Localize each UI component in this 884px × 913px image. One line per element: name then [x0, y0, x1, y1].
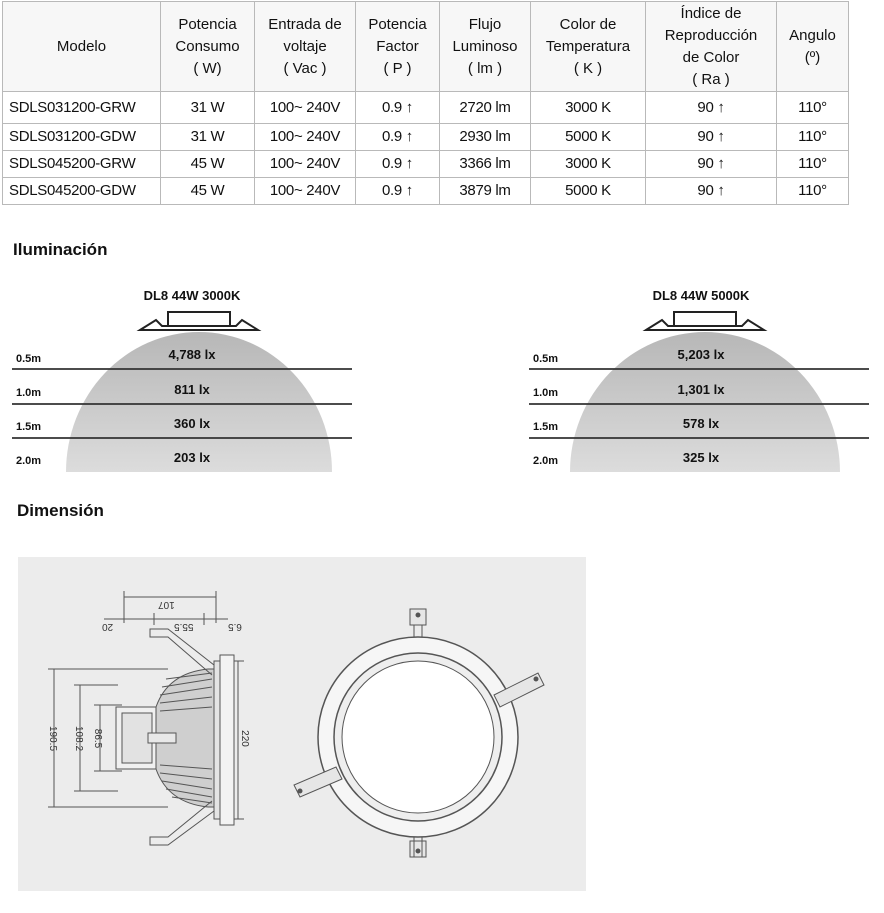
cell-power: 31 W	[161, 92, 255, 124]
cell-power: 31 W	[161, 124, 255, 151]
cell-cri: 90 ↑	[646, 124, 777, 151]
cell-power-factor: 0.9 ↑	[356, 151, 440, 178]
cell-model: SDLS045200-GDW	[3, 178, 161, 205]
dimension-label: 190.5	[47, 725, 59, 752]
table-row	[3, 124, 849, 151]
dimension-label: 107	[158, 599, 175, 610]
header-luminous-flux: Flujo Luminoso ( lm )	[440, 2, 531, 92]
lux-value: 325 lx	[682, 450, 720, 465]
cell-luminous-flux: 2930 lm	[440, 124, 531, 151]
cell-model: SDLS031200-GRW	[3, 92, 161, 124]
header-voltage: Entrada de voltaje ( Vac )	[255, 2, 356, 92]
dimension-label: 108.2	[73, 725, 85, 752]
cell-power: 45 W	[161, 178, 255, 205]
distance-label: 0.5m	[533, 353, 559, 365]
cell-cri: 90 ↑	[646, 151, 777, 178]
dimension-title: Dimensión	[17, 501, 104, 520]
lux-value: 578 lx	[682, 416, 720, 431]
downlight-fixture-icon	[140, 312, 258, 330]
cell-voltage: 100~ 240V	[255, 151, 356, 178]
cell-luminous-flux: 2720 lm	[440, 92, 531, 124]
table-row	[3, 178, 849, 205]
cell-angle: 110°	[777, 151, 849, 178]
header-model: Modelo	[3, 2, 161, 92]
spec-table	[2, 1, 849, 205]
cell-voltage: 100~ 240V	[255, 92, 356, 124]
light-cone-graphic	[12, 286, 372, 476]
lux-value: 360 lx	[173, 416, 211, 431]
lux-value: 4,788 lx	[168, 347, 216, 362]
dimension-label: 20	[102, 621, 114, 632]
illumination-diagram-3000k	[12, 286, 372, 476]
lux-value: 811 lx	[174, 382, 210, 397]
cell-voltage: 100~ 240V	[255, 178, 356, 205]
cell-luminous-flux: 3879 lm	[440, 178, 531, 205]
downlight-fixture-icon	[646, 312, 764, 330]
lux-value: 1,301 lx	[677, 382, 725, 397]
cell-angle: 110°	[777, 92, 849, 124]
cell-angle: 110°	[777, 178, 849, 205]
distance-label: 1.0m	[16, 387, 42, 399]
cell-color-temperature: 5000 K	[531, 178, 646, 205]
dimension-label: 220	[238, 730, 250, 747]
table-header-row	[3, 2, 849, 92]
light-cone-graphic	[529, 286, 884, 476]
cell-angle: 110°	[777, 124, 849, 151]
distance-label: 1.5m	[533, 421, 559, 433]
cell-color-temperature: 5000 K	[531, 124, 646, 151]
cell-color-temperature: 3000 K	[531, 151, 646, 178]
cell-luminous-flux: 3366 lm	[440, 151, 531, 178]
cell-model: SDLS045200-GRW	[3, 151, 161, 178]
header-color-temperature: Color de Temperatura ( K )	[531, 2, 646, 92]
distance-label: 1.5m	[16, 421, 42, 433]
side-view	[48, 591, 244, 845]
header-power-factor: Potencia Factor ( P )	[356, 2, 440, 92]
lux-value: 5,203 lx	[677, 347, 725, 362]
cell-color-temperature: 3000 K	[531, 92, 646, 124]
cell-power-factor: 0.9 ↑	[356, 178, 440, 205]
dimension-drawing-panel	[18, 557, 586, 891]
technical-drawing	[18, 557, 586, 891]
dimension-label: 55.5	[174, 621, 194, 632]
cell-voltage: 100~ 240V	[255, 124, 356, 151]
illumination-title: Iluminación	[13, 240, 108, 259]
distance-label: 2.0m	[533, 455, 559, 467]
cell-power: 45 W	[161, 151, 255, 178]
cell-power-factor: 0.9 ↑	[356, 124, 440, 151]
distance-label: 1.0m	[533, 387, 559, 399]
illumination-diagram-5000k	[529, 286, 884, 476]
header-power: Potencia Consumo ( W)	[161, 2, 255, 92]
lux-value: 203 lx	[173, 450, 211, 465]
dimension-label: 86.5	[92, 728, 104, 749]
header-cri: Índice de Reproducción de Color ( Ra )	[646, 2, 777, 92]
diagram-title: DL8 44W 5000K	[652, 288, 750, 303]
header-angle: Angulo (º)	[777, 2, 849, 92]
table-row	[3, 92, 849, 124]
cell-power-factor: 0.9 ↑	[356, 92, 440, 124]
front-view	[294, 609, 544, 857]
cell-model: SDLS031200-GDW	[3, 124, 161, 151]
table-row	[3, 151, 849, 178]
cell-cri: 90 ↑	[646, 178, 777, 205]
distance-label: 0.5m	[16, 353, 42, 365]
diagram-title: DL8 44W 3000K	[143, 288, 241, 303]
distance-label: 2.0m	[16, 455, 42, 467]
cell-cri: 90 ↑	[646, 92, 777, 124]
dimension-label: 6.5	[228, 621, 242, 632]
